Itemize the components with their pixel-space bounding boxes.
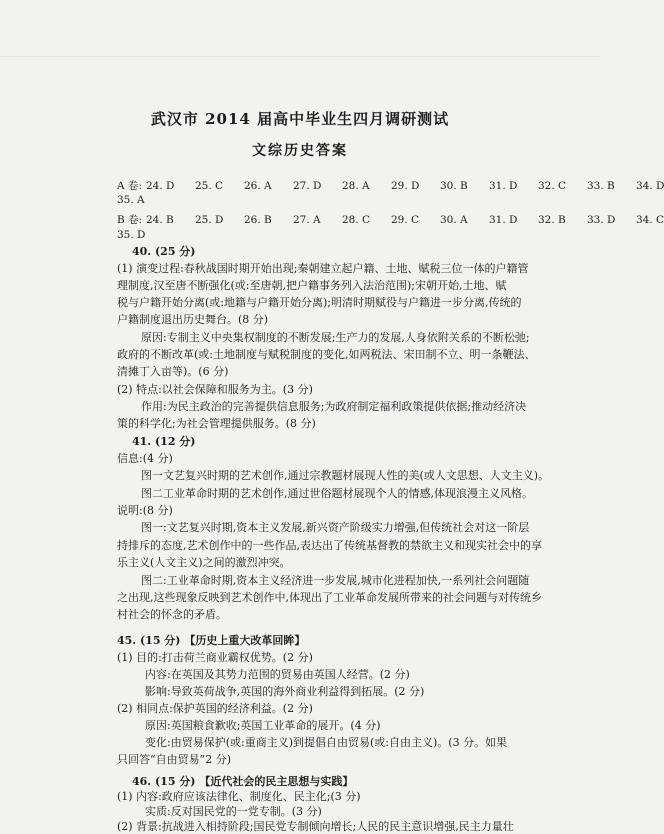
question-heading-45: 45. (15 分) 【历史上重大改革回眸】 [117, 634, 306, 647]
answer-label-b: B 卷: [117, 214, 143, 226]
text-line: (1) 目的:打击荷兰商业霸权优势。(2 分) [117, 651, 313, 664]
answer-label-a: A 卷: [117, 180, 142, 192]
text-line: 理制度,汉至唐不断强化(或:至唐朝,把户籍事务列入法治范围);宋朝开始,土地、赋 [117, 279, 507, 292]
text-line: 图二:工业革命时期,资本主义经济进一步发展,城市化进程加快,一系列社会问题随 [141, 574, 530, 587]
answer-row-a [117, 178, 664, 193]
text-line: 实质:反对国民党的一党专制。(3 分) [145, 805, 322, 818]
text-line: 清摊丁入亩等)。(6 分) [117, 365, 229, 378]
answer-item: 27. A [293, 214, 321, 226]
answer-item: 25. D [195, 214, 224, 226]
answer-item: 33. B [587, 180, 615, 192]
text-line: 政府的不断改革(或:土地制度与赋税制度的变化,如两税法、宋田制不立、明一条鞭法、 [117, 348, 536, 361]
answer-item: 28. A [342, 180, 370, 192]
text-line: (2) 相同点:保护英国的经济利益。(2 分) [117, 702, 313, 715]
question-heading-40: 40. (25 分) [132, 245, 196, 258]
text-line: 户籍制度退出历史舞台。(8 分) [117, 313, 269, 326]
answer-row-b-wrap [117, 229, 145, 241]
answer-row-a-wrap [117, 194, 145, 206]
text-line: 图二工业革命时期的艺术创作,通过世俗题材展现个人的情感,体现浪漫主义风格。 [141, 487, 533, 500]
answer-item: 34. C [636, 214, 664, 226]
text-line: (2) 背景:抗战进入相持阶段;国民党专制倾向增长;人民的民主意识增强,民主力量壮 [117, 820, 514, 833]
answer-item: 25. C [195, 180, 224, 192]
text-line: 持排斥的态度,艺术创作中的一些作品,表达出了传统基督教的禁欲主义和现实社会中的享 [117, 539, 542, 552]
answer-item: 33. D [587, 214, 616, 226]
text-line: 税与户籍开始分离(或:地籍与户籍开始分离);明清时期赋役与户籍进一步分离,传统的 [117, 296, 522, 309]
text-line: (2) 特点:以社会保障和服务为主。(3 分) [117, 383, 313, 396]
answer-item: 29. D [391, 180, 420, 192]
text-line: 之出现,这些现象反映到艺术创作中,体现出了工业革命发展所带来的社会问题与对传统乡 [117, 591, 542, 604]
answer-item: 35. A [117, 194, 145, 206]
text-line: 乐主义(人文主义)之间的激烈冲突。 [117, 556, 291, 569]
answer-item: 31. D [489, 180, 518, 192]
answer-item: 32. C [538, 180, 567, 192]
answer-item: 30. B [440, 180, 468, 192]
answer-item: 24. D [146, 180, 175, 192]
text-line: 原因:英国粮食歉收;英国工业革命的展开。(4 分) [145, 719, 381, 732]
text-line: 信息:(4 分) [117, 452, 173, 465]
question-heading-46: 46. (15 分) 【近代社会的民主思想与实践】 [132, 775, 354, 788]
answer-item: 26. B [244, 214, 272, 226]
text-line: 图一:文艺复兴时期,资本主义发展,新兴资产阶级实力增强,但传统社会对这一阶层 [141, 521, 530, 534]
text-line: 变化:由贸易保护(或:重商主义)到提倡自由贸易(或:自由主义)。(3 分。如果 [145, 736, 508, 749]
question-heading-41: 41. (12 分) [132, 435, 196, 448]
text-line: 影响:导致英荷战争,英国的海外商业利益得到拓展。(2 分) [145, 685, 425, 698]
text-line: 内容:在英国及其势力范围的贸易由英国人经营。(2 分) [145, 668, 410, 681]
text-line: 村社会的怀念的矛盾。 [117, 608, 227, 621]
text-line: 原因:专制主义中央集权制度的不断发展;生产力的发展,人身依附关系的不断松弛; [141, 331, 530, 344]
text-line: (1) 演变过程:春秋战国时期开始出现;秦朝建立起户籍、土地、赋税三位一体的户籍管 [117, 262, 529, 275]
text-line: 只回答“自由贸易”2 分) [117, 753, 232, 766]
answer-row-b [117, 212, 664, 227]
text-line: 策的科学化;为社会管理提供服务。(8 分) [117, 417, 316, 430]
page-subtitle: 文综历史答案 [252, 143, 348, 159]
answer-item: 32. B [538, 214, 566, 226]
answer-item: 26. A [244, 180, 272, 192]
text-line: (1) 内容:政府应该法律化、制度化、民主化;(3 分) [117, 790, 361, 803]
paper-crease [0, 56, 600, 57]
answer-item: 35. D [117, 229, 146, 241]
answer-item: 28. C [342, 214, 371, 226]
answer-item: 34. D [636, 180, 664, 192]
text-line: 作用:为民主政治的完善提供信息服务;为政府制定福利政策提供依据;推动经济决 [141, 400, 527, 413]
answer-item: 29. C [391, 214, 420, 226]
text-line: 图一文艺复兴时期的艺术创作,通过宗教题材展现人性的美(或人文思想、人文主义)。 [141, 469, 550, 482]
answer-item: 24. B [146, 214, 174, 226]
text-line: 说明:(8 分) [117, 504, 173, 517]
answer-item: 30. A [440, 214, 468, 226]
page-title: 武汉市 2014 届高中毕业生四月调研测试 [150, 110, 450, 128]
answer-item: 31. D [489, 214, 518, 226]
answer-item: 27. D [293, 180, 322, 192]
